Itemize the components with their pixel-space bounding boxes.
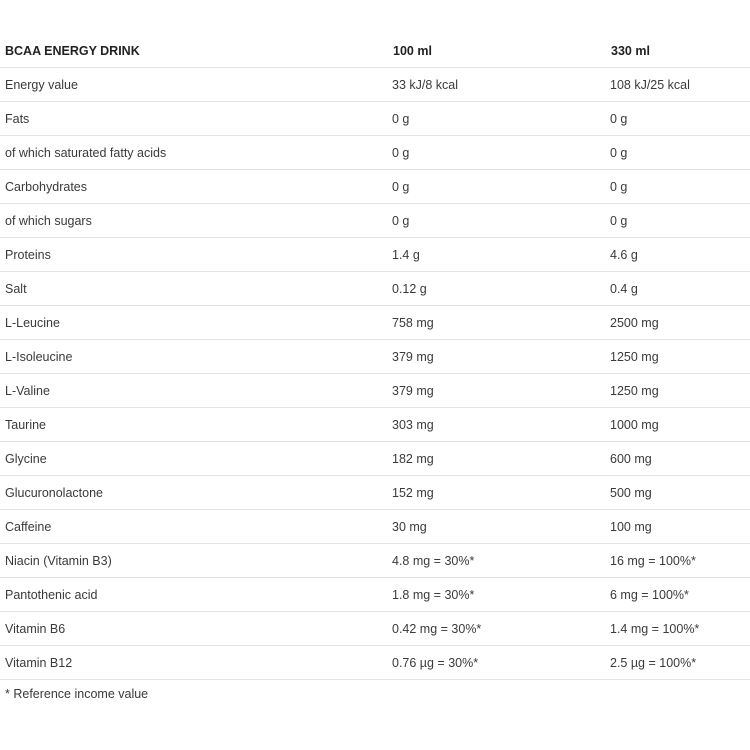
footnote: * Reference income value (5, 687, 149, 701)
nutrient-name: Glycine (0, 442, 388, 476)
value-per-100ml: 0 g (388, 136, 606, 170)
nutrient-name: Proteins (0, 238, 388, 272)
value-per-330ml: 100 mg (606, 510, 750, 544)
value-per-100ml: 4.8 mg = 30%* (388, 544, 606, 578)
nutrient-name: Niacin (Vitamin B3) (0, 544, 388, 578)
nutrition-rows (0, 68, 750, 680)
nutrient-name: L-Isoleucine (0, 340, 388, 374)
header-per-330ml: 330 ml (606, 34, 750, 68)
value-per-330ml: 1000 mg (606, 408, 750, 442)
value-per-330ml: 108 kJ/25 kcal (606, 68, 750, 102)
nutrient-name: L-Valine (0, 374, 388, 408)
value-per-100ml: 758 mg (388, 306, 606, 340)
table-row (0, 544, 750, 578)
value-per-330ml: 1250 mg (606, 340, 750, 374)
nutrient-name: of which sugars (0, 204, 388, 238)
value-per-100ml: 379 mg (388, 340, 606, 374)
table-row (0, 170, 750, 204)
value-per-100ml: 0.76 µg = 30%* (388, 646, 606, 680)
nutrient-name: Pantothenic acid (0, 578, 388, 612)
value-per-330ml: 4.6 g (606, 238, 750, 272)
table-row (0, 646, 750, 680)
value-per-100ml: 0.12 g (388, 272, 606, 306)
value-per-100ml: 303 mg (388, 408, 606, 442)
table-row (0, 102, 750, 136)
table-row (0, 612, 750, 646)
table-row (0, 442, 750, 476)
table-row (0, 136, 750, 170)
value-per-100ml: 379 mg (388, 374, 606, 408)
nutrient-name: Vitamin B12 (0, 646, 388, 680)
value-per-100ml: 30 mg (388, 510, 606, 544)
nutrient-name: Salt (0, 272, 388, 306)
nutrient-name: L-Leucine (0, 306, 388, 340)
value-per-330ml: 1250 mg (606, 374, 750, 408)
value-per-330ml: 500 mg (606, 476, 750, 510)
table-row (0, 510, 750, 544)
table-row (0, 204, 750, 238)
value-per-330ml: 0 g (606, 102, 750, 136)
value-per-100ml: 1.4 g (388, 238, 606, 272)
value-per-330ml: 2500 mg (606, 306, 750, 340)
value-per-100ml: 1.8 mg = 30%* (388, 578, 606, 612)
value-per-330ml: 0.4 g (606, 272, 750, 306)
value-per-100ml: 0 g (388, 170, 606, 204)
header-per-100ml: 100 ml (388, 34, 606, 68)
nutrient-name: Carbohydrates (0, 170, 388, 204)
value-per-330ml: 600 mg (606, 442, 750, 476)
table-row (0, 374, 750, 408)
nutrient-name: of which saturated fatty acids (0, 136, 388, 170)
nutrient-name: Taurine (0, 408, 388, 442)
value-per-100ml: 0 g (388, 102, 606, 136)
nutrient-name: Glucuronolactone (0, 476, 388, 510)
header-product-name: BCAA ENERGY DRINK (0, 34, 388, 68)
table-row (0, 476, 750, 510)
table-row (0, 408, 750, 442)
table-header-row (0, 34, 750, 68)
table-row (0, 578, 750, 612)
value-per-330ml: 0 g (606, 170, 750, 204)
value-per-330ml: 1.4 mg = 100%* (606, 612, 750, 646)
nutrient-name: Energy value (0, 68, 388, 102)
value-per-330ml: 0 g (606, 204, 750, 238)
value-per-100ml: 182 mg (388, 442, 606, 476)
nutrient-name: Caffeine (0, 510, 388, 544)
value-per-330ml: 6 mg = 100%* (606, 578, 750, 612)
value-per-100ml: 33 kJ/8 kcal (388, 68, 606, 102)
nutrient-name: Vitamin B6 (0, 612, 388, 646)
value-per-330ml: 2.5 µg = 100%* (606, 646, 750, 680)
value-per-330ml: 16 mg = 100%* (606, 544, 750, 578)
table-row (0, 68, 750, 102)
nutrient-name: Fats (0, 102, 388, 136)
value-per-100ml: 0.42 mg = 30%* (388, 612, 606, 646)
table-row (0, 272, 750, 306)
nutrition-table (0, 34, 750, 680)
table-row (0, 306, 750, 340)
value-per-330ml: 0 g (606, 136, 750, 170)
table-row (0, 340, 750, 374)
table-row (0, 238, 750, 272)
value-per-100ml: 0 g (388, 204, 606, 238)
value-per-100ml: 152 mg (388, 476, 606, 510)
